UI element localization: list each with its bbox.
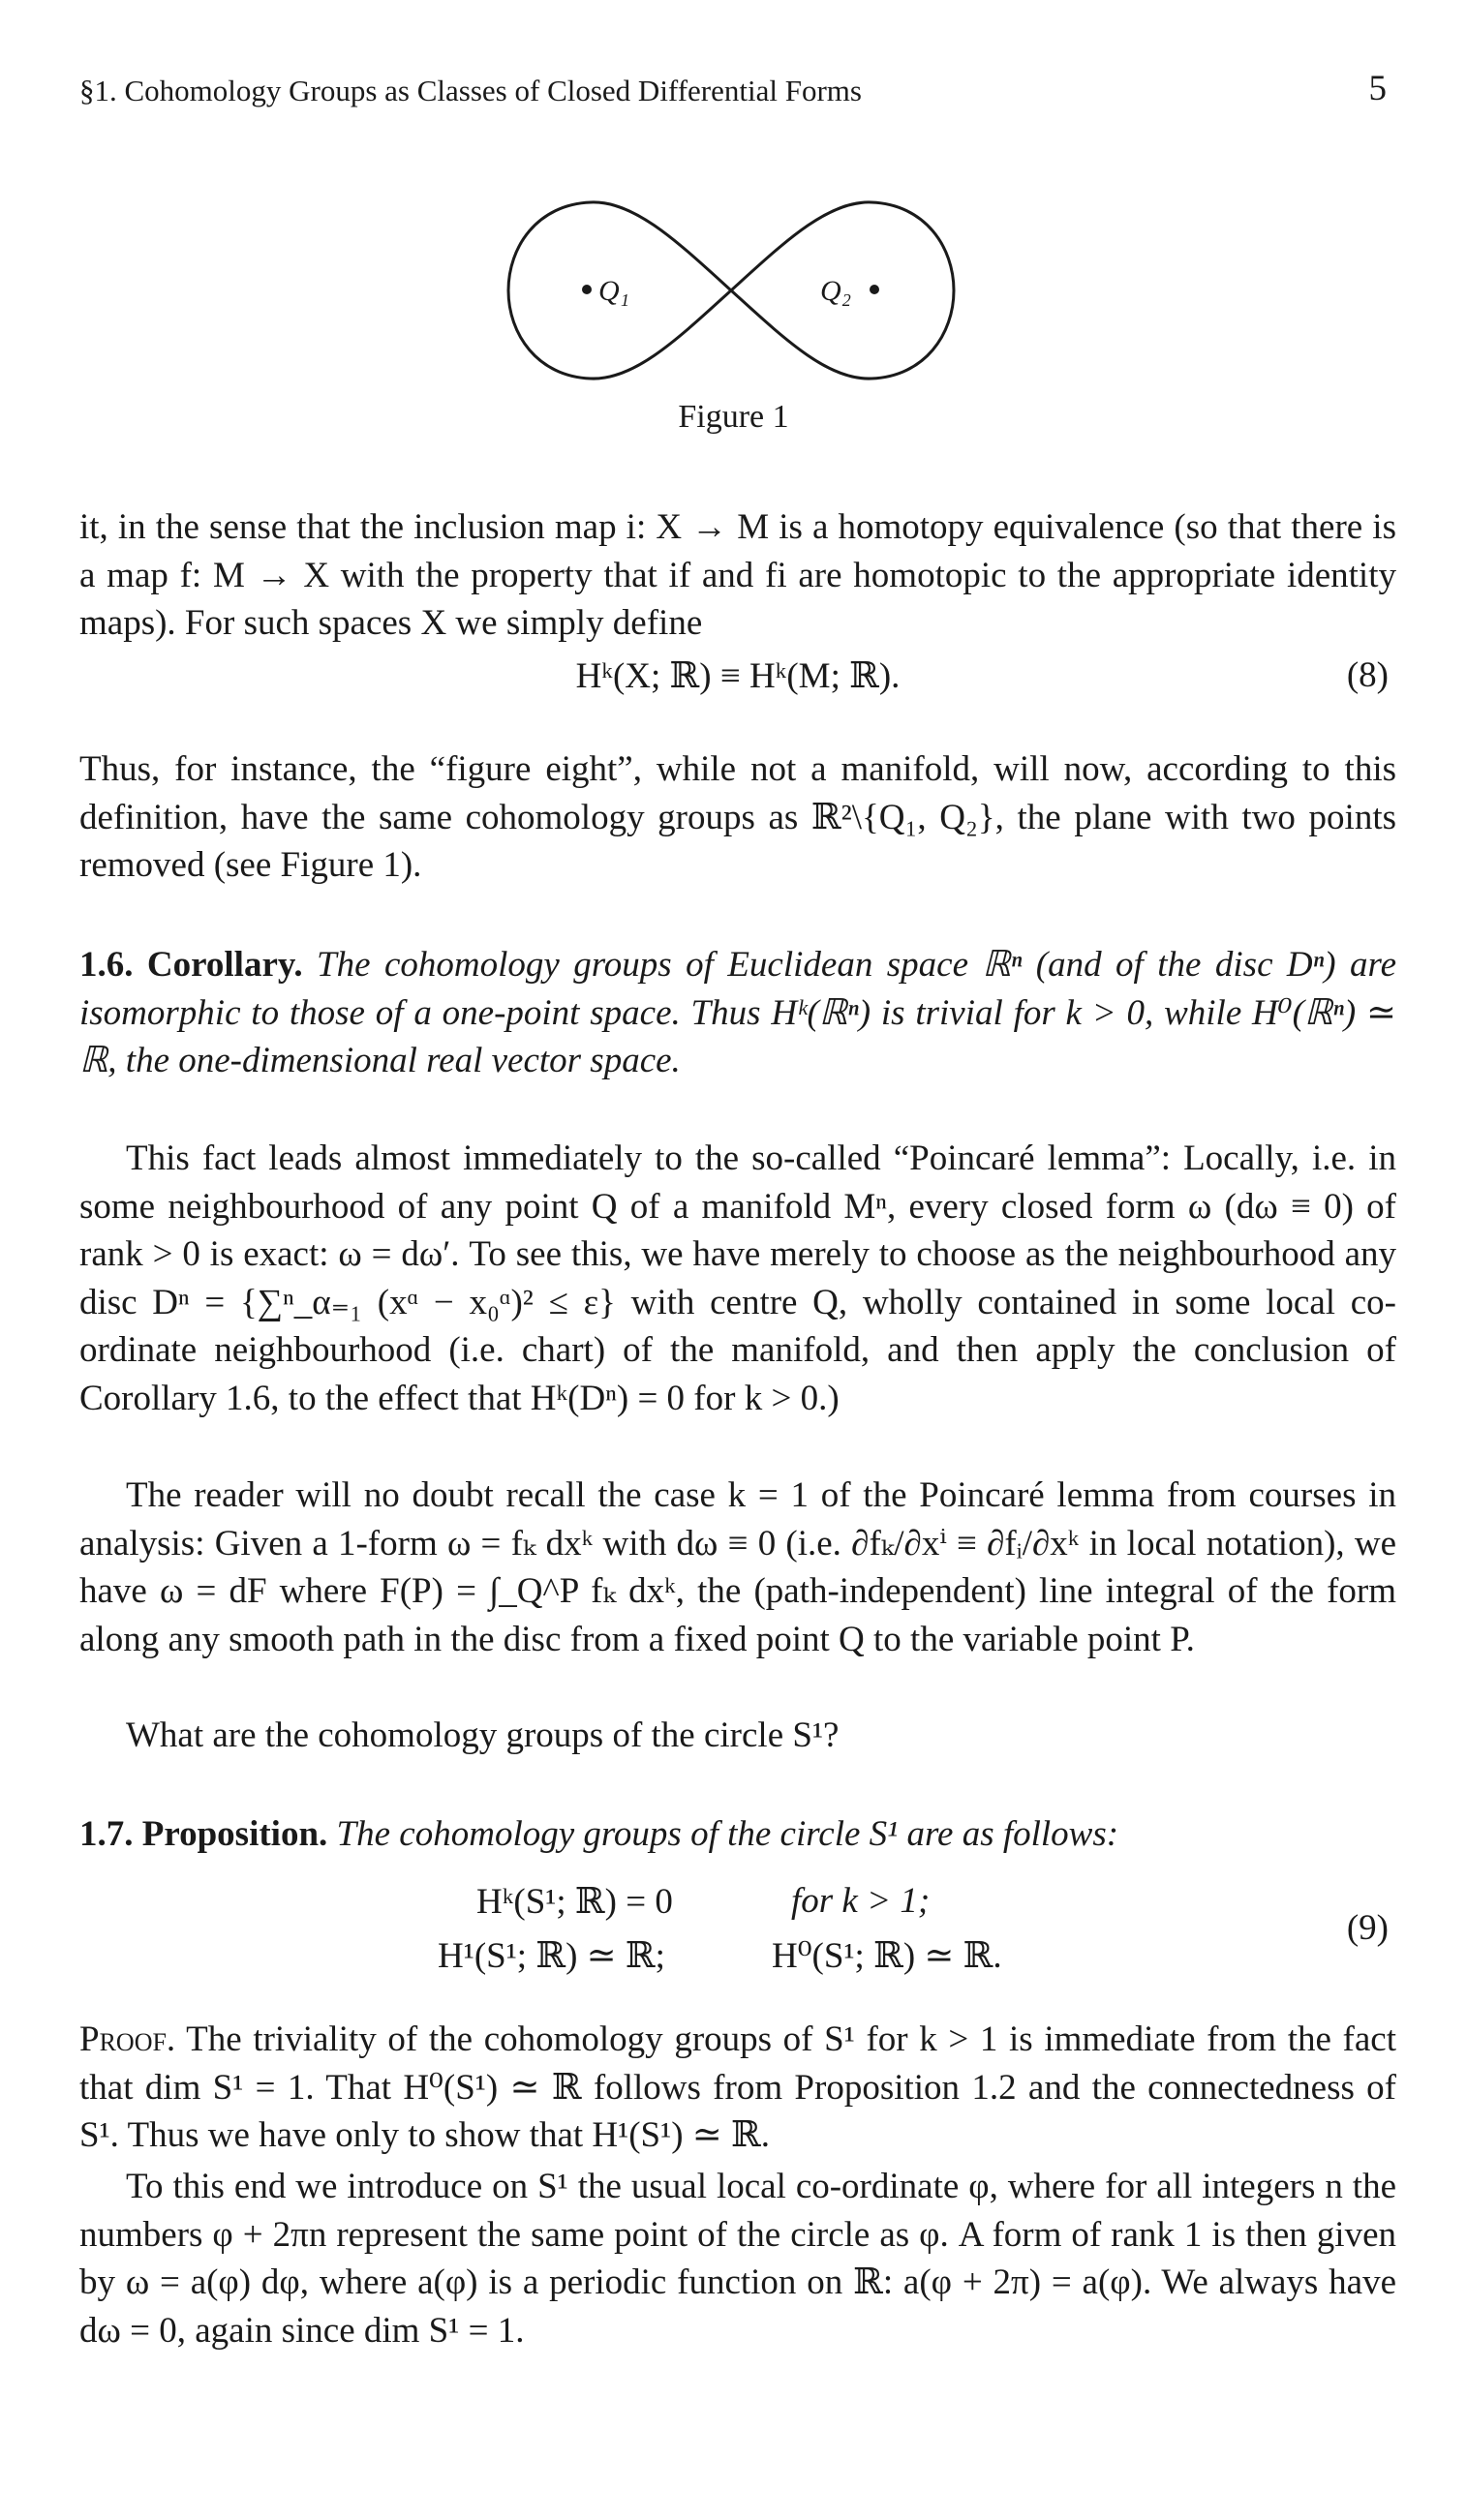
point-q1	[582, 285, 592, 294]
equation-9	[79, 1880, 1396, 1987]
proof-paragraph	[79, 2016, 1396, 2160]
paragraph-2-text: Thus, for instance, the “figure eight”, while not a manifold, will now, according to this definition, have the same cohomology groups as ℝ²\{Q₁, Q₂}, the plane with two points removed (see Figure 1).	[79, 749, 1396, 885]
proposition-label: 1.7. Proposition.	[79, 1814, 328, 1854]
paragraph-1	[79, 503, 1396, 648]
paragraph-6	[79, 2163, 1396, 2354]
figure-caption: Figure 1	[678, 399, 789, 435]
corollary-label: 1.6. Corollary.	[79, 945, 303, 985]
section-title: §1. Cohomology Groups as Classes of Closed Differential Forms	[79, 74, 862, 107]
paragraph-3	[79, 1135, 1396, 1422]
equation-9-row1-left: Hᵏ(S¹; ℝ) = 0	[476, 1882, 673, 1922]
proof-text: The triviality of the cohomology groups of S¹ for k > 1 is immediate from the fact that dim S¹ = 1. That H⁰(S¹) ≃ ℝ follows from Proposition 1.2 and the connectedness of S¹. Thus we have only to show that H¹(S¹) ≃ ℝ.	[79, 2019, 1396, 2155]
paragraph-1-text: it, in the sense that the inclusion map i: X → M is a homotopy equivalence (so that there is a map f: M → X with the property that if and fi are homotopic to the appropriate identity maps). For such spaces X we simply define	[79, 507, 1396, 643]
equation-9-row1-right: for k > 1;	[791, 1881, 931, 1921]
paragraph-4	[79, 1472, 1396, 1663]
label-q2: Q₂	[820, 275, 852, 307]
equation-8-body: Hᵏ(X; ℝ) ≡ Hᵏ(M; ℝ).	[575, 656, 901, 696]
proposition-paragraph	[79, 1810, 1396, 1859]
equation-9-row2-left: H¹(S¹; ℝ) ≃ ℝ;	[438, 1936, 665, 1976]
equation-8	[79, 654, 1396, 703]
equation-9-number: (9)	[1346, 1908, 1389, 1948]
proposition-1-7	[79, 1810, 1396, 1859]
figure-eight-diagram	[499, 189, 963, 402]
paragraph-5	[79, 1712, 1396, 1760]
paragraph-3-text: This fact leads almost immediately to the so-called “Poincaré lemma”: Locally, i.e. in some neighbourhood of any point Q of a manifold Mⁿ, every closed form ω (dω ≡ 0) of rank > 0 is exact: ω = dω′. To see this, we have merely to choose as the neighbourhood any disc Dⁿ = {∑ⁿ_α₌₁ (xᵅ − x₀ᵅ)² ≤ ε} with centre Q, wholly contained in some local co-ordinate neighbourhood (i.e. chart) of the manifold, and then apply the conclusion of Corollary 1.6, to the effect that Hᵏ(Dⁿ) = 0 for k > 0.)	[79, 1139, 1396, 1418]
equation-8-number: (8)	[1346, 655, 1389, 695]
page-number: 5	[1368, 69, 1387, 108]
paragraph-2	[79, 745, 1396, 890]
point-q2	[870, 285, 879, 294]
paragraph-4-text: The reader will no doubt recall the case k = 1 of the Poincaré lemma from courses in analysis: Given a 1-form ω = fₖ dxᵏ with dω ≡ 0 (i.e. ∂fₖ/∂xⁱ ≡ ∂fᵢ/∂xᵏ in local notation), we have ω = dF where F(P) = ∫_Q^P fₖ dxᵏ, the (path-independent) line integral of the form along any smooth path in the disc from a fixed point Q to the variable point P.	[79, 1475, 1396, 1659]
proof-label: Proof.	[79, 2019, 176, 2059]
paragraph-5-text: What are the cohomology groups of the circle S¹?	[126, 1715, 840, 1755]
proposition-text: The cohomology groups of the circle S¹ are as follows:	[336, 1814, 1119, 1854]
corollary-1-6	[79, 941, 1396, 1085]
running-head	[79, 68, 1396, 116]
equation-9-row2-right: H⁰(S¹; ℝ) ≃ ℝ.	[772, 1936, 1002, 1976]
corollary-paragraph	[79, 941, 1396, 1085]
figure-eight-curve	[508, 202, 954, 379]
label-q1: Q₁	[598, 275, 630, 307]
paragraph-6-text: To this end we introduce on S¹ the usual local co-ordinate φ, where for all integers n the numbers φ + 2πn represent the same point of the circle as φ. A form of rank 1 is then given by ω = a(φ) dφ, where a(φ) is a periodic function on ℝ: a(φ + 2π) = a(φ). We always have dω = 0, again since dim S¹ = 1.	[79, 2167, 1396, 2351]
corollary-text: The cohomology groups of Euclidean space ℝⁿ (and of the disc Dⁿ) are isomorphic to those of a one-point space. Thus Hᵏ(ℝⁿ) is trivial for k > 0, while H⁰(ℝⁿ) ≃ ℝ, the one-dimensional real vector space.	[79, 945, 1397, 1080]
proof-text-block	[79, 2016, 1396, 2160]
